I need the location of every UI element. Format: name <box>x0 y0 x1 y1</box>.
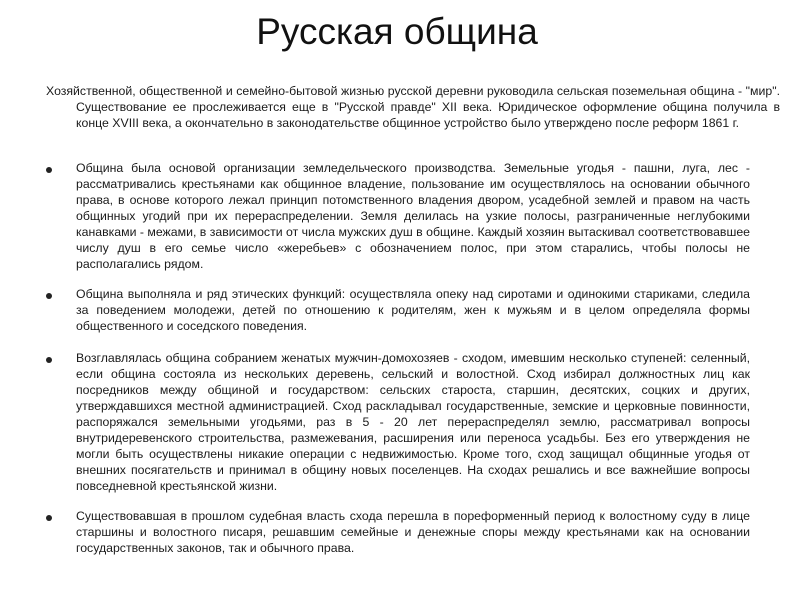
bullet-item-ethics <box>46 286 750 334</box>
bullet-dot-icon <box>46 515 52 521</box>
bullet-item-assembly <box>46 350 750 494</box>
bullet-text: Община была основой организации земледельческого производства. Земельные угодья - пашни, луга, лес - рассматривались крестьянами как общинное владение, пользование им осуществлялось на основании обычного права, в основе которого лежал принцип потомственного владения двором, усадебной землей и правом на часть общинных угодий при их перераспределении. Земля делилась на узкие полосы, разграниченные неглубокими канавками - межами, в зависимости от числа мужских душ в общине. Каждый хозяин вытаскивал соответствовавшее числу душ в его семье число «жеребьев» с обозначением полос, при этом старались, чтобы полосы не располагались рядом. <box>76 161 750 271</box>
slide-title: Русская община <box>256 11 538 52</box>
intro-paragraph: Хозяйственной, общественной и семейно-бытовой жизнью русской деревни руководила сельская поземельная община - "мир". Существование ее прослеживается еще в "Русской правде" XII века. Юридическое оформление община получила в конце XVIII века, а окончательно в законодательстве общинное устройство было утверждено после реформ 1861 г. <box>46 84 780 130</box>
bullet-text: Община выполняла и ряд этических функций: осуществляла опеку над сиротами и одинокими стариками, следила за поведением молодежи, детей по отношению к родителям, жен к мужьям и в целом определяла формы общественного и соседского поведения. <box>76 287 750 333</box>
bullet-text: Существовавшая в прошлом судебная власть схода перешла в пореформенный период к волостному суду в лице старшины и волостного писаря, решавшим семейные и денежные споры между крестьянами как на основании государственных законов, так и обычного права. <box>76 509 750 555</box>
bullet-item-court <box>46 508 750 556</box>
bullet-list <box>46 160 750 556</box>
bullet-dot-icon <box>46 357 52 363</box>
bullet-dot-icon <box>46 167 52 173</box>
bullet-text: Возглавлялась община собранием женатых мужчин-домохозяев - сходом, имевшим несколько ступеней: селенный, если община состояла из нескольких деревень, сельский и волостной. Сход избирал должностных лиц как посредников между общиной и государством: сельских староста, старшин, десятских, соцких и других, утверждавшихся местной администрацией. Сход раскладывал государственные, земские и церковные повинности, распоряжался земельными угодьями, раз в 5 - 20 лет перераспределял землю, рассматривал вопросы внутридеревенского строительства, размежевания, расширения или переноса усадьбы. Без его утверждения не могли быть осуществлены никакие операции с недвижимостью. Кроме того, сход защищал общинные угодья от внешних посягательств и принимал в общину новых поселенцев. На сходах решались и все важнейшие вопросы повседневной крестьянской жизни. <box>76 351 750 493</box>
bullet-item-land <box>46 160 750 272</box>
bullet-dot-icon <box>46 293 52 299</box>
